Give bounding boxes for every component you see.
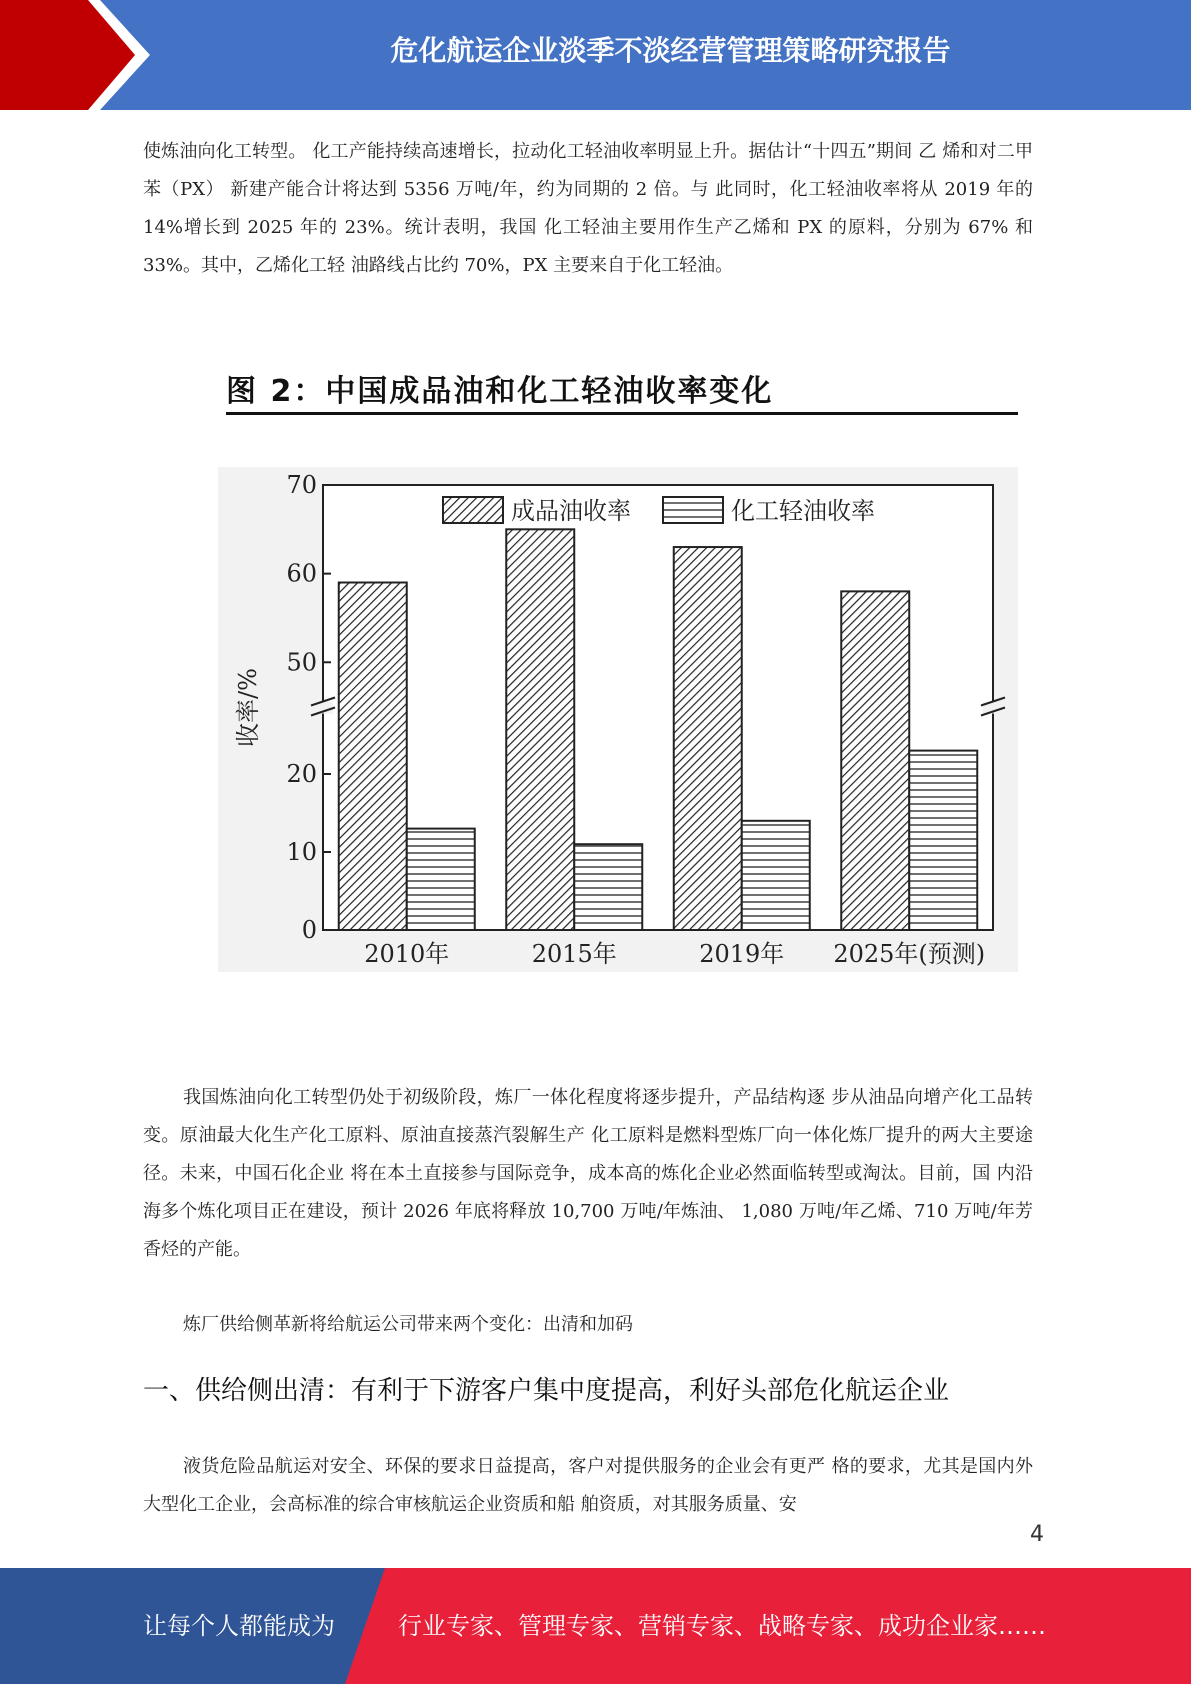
x-tick-label: 2025年(预测) — [833, 940, 986, 968]
y-tick-label: 50 — [286, 648, 317, 677]
section-heading: 一、供给侧出清：有利于下游客户集中度提高，利好头部危化航运企业 — [143, 1376, 950, 1406]
figure-title: 图 2：中国成品油和化工轻油收率变化 — [226, 374, 774, 409]
legend-swatch — [663, 497, 723, 523]
x-tick-label: 2010年 — [364, 940, 450, 968]
footer-slogan-right: 行业专家、管理专家、营销专家、战略专家、成功企业家…… — [398, 1612, 1046, 1640]
page-number: 4 — [1030, 1522, 1044, 1547]
bar-refined-oil-0 — [339, 583, 407, 931]
bar-refined-oil-1 — [506, 529, 574, 930]
body-paragraph-3: 炼厂供给侧革新将给航运公司带来两个变化：出清和加码 — [183, 1314, 633, 1335]
y-tick-label: 70 — [286, 471, 317, 499]
page-footer — [0, 1568, 1191, 1684]
bar-chemical-light-oil-1 — [574, 844, 642, 930]
bar-chemical-light-oil-2 — [742, 821, 810, 930]
bar-refined-oil-3 — [841, 591, 909, 930]
legend-label: 成品油收率 — [511, 497, 631, 525]
y-tick-label: 0 — [301, 916, 317, 944]
figure-2 — [218, 362, 1018, 982]
legend-swatch — [443, 497, 503, 523]
figure-title-rule — [226, 412, 1018, 415]
header-arrow-decoration — [0, 0, 160, 110]
x-tick-label: 2019年 — [699, 940, 785, 968]
x-tick-label: 2015年 — [531, 940, 617, 968]
body-paragraph-2: 我国炼油向化工转型仍处于初级阶段，炼厂一体化程度将逐步提升，产品结构逐 步从油品向增产化工品转变。原油最大化生产化工原料、原油直接蒸汽裂解生产 化工原料是燃料型炼厂向一体化炼厂提升的两大主要途径。未来，中国石化企业 将在本土直接参与国际竞争，成本高的炼化企业必然面临转型或淘汰。目前，国 内沿海多个炼化项目正在建设，预计 2026 年底将释放 10,700 万吨/年炼油、 1,080 万吨/年乙烯、710 万吨/年芳香烃的产能。 — [143, 1087, 1033, 1260]
page-header — [0, 0, 1191, 110]
y-tick-label: 60 — [286, 559, 317, 588]
document-title: 危化航运企业淡季不淡经营管理策略研究报告 — [390, 34, 951, 67]
body-paragraph-1: 使炼油向化工转型。 化工产能持续高速增长，拉动化工轻油收率明显上升。据估计“十四五”期间 乙 烯和对二甲苯（PX） 新建产能合计将达到 5356 万吨/年，约为同期的 2 倍。与 此同时，化工轻油收率将从 2019 年的 14%增长到 2025 年的 23%。统计表明，我国 化工轻油主要用作生产乙烯和 PX 的原料，分别为 67% 和 33%。其中，乙烯化工轻 油路线占比约 70%，PX 主要来自于化工轻油。 — [143, 141, 1033, 276]
bar-refined-oil-2 — [674, 547, 742, 930]
y-tick-label: 10 — [286, 838, 317, 866]
yield-bar-chart — [218, 467, 1018, 977]
footer-slogan-left: 让每个人都能成为 — [143, 1612, 335, 1640]
legend-label: 化工轻油收率 — [731, 497, 875, 525]
y-tick-label: 20 — [286, 760, 317, 788]
bar-chemical-light-oil-0 — [407, 829, 475, 930]
bar-chemical-light-oil-3 — [909, 751, 977, 930]
y-axis-label: 收率/% — [234, 668, 262, 747]
body-paragraph-4: 液货危险品航运对安全、环保的要求日益提高，客户对提供服务的企业会有更严 格的要求，尤其是国内外大型化工企业，会高标准的综合审核航运企业资质和船 舶资质，对其服务质量、安 — [143, 1456, 1033, 1515]
